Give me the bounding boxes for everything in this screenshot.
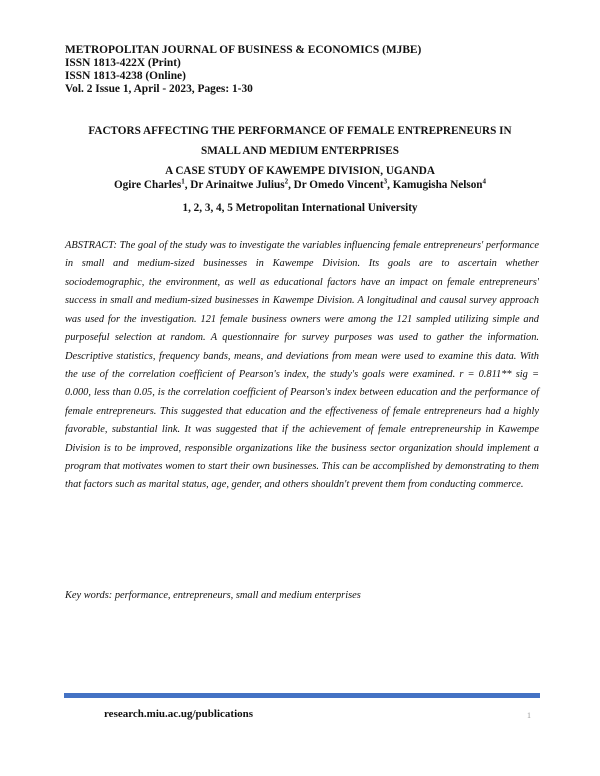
abstract-line: was suggested that if the achievement of female entrepreneurship in Kawempe Division is to be: [65, 424, 539, 454]
author-affiliation-mark: 3: [383, 177, 388, 186]
author-separator: ,: [288, 179, 294, 191]
abstract-line: Descriptive statistics, frequency bands, means, and deviations from mean were used to examine: [65, 350, 474, 362]
abstract-line: this data. With the use of the correlation coefficient of Pearson's index, the study's goals were: [65, 350, 539, 380]
abstract-line: ABSTRACT: The goal of the study was to investigate the variables influencing female: [65, 240, 421, 251]
abstract-text: [65, 237, 539, 495]
author-name: Dr Omedo Vincent: [293, 179, 384, 191]
abstract-line: demonstrating to them that factors such as marital status, age, gender, and others shouldn't: [65, 461, 539, 491]
footer-url: research.miu.ac.ug/publications: [104, 708, 254, 720]
author-affiliation-mark: 1: [181, 177, 185, 186]
author-name: Ogire Charles: [113, 179, 182, 191]
abstract-line: prevent them from conducting commerce.: [351, 479, 524, 491]
abstract-line: improved, responsible organizations like the business sector organization should implement a: [139, 442, 540, 454]
abstract-line: education and the effectiveness of female entrepreneurs had a highly favorable, substantial link. It: [65, 405, 539, 436]
author-name: Kamugisha Nelson: [392, 179, 483, 191]
author-name: Dr Arinaitwe Julius: [190, 179, 285, 191]
issn-print: ISSN 1813-422X (Print): [65, 57, 181, 69]
affiliation: 1, 2, 3, 4, 5 Metropolitan International University: [182, 202, 418, 214]
title-line-1: FACTORS AFFECTING THE PERFORMANCE OF FEMALE ENTREPRENEURS IN: [88, 125, 512, 137]
author: [190, 179, 293, 191]
journal-header: [65, 44, 545, 96]
abstract-line: examined. r = 0.811** sig = 0.000, less than 0.05, is the correlation coefficient of Pearson's: [65, 368, 539, 399]
abstract-line: index between education and the performance of female entrepreneurs. This suggested that: [65, 387, 539, 417]
author-separator: ,: [184, 179, 191, 191]
abstract-line: entrepreneurs' performance in small and medium-sized businesses in Kawempe Division. Its: [65, 240, 539, 270]
title-line-2: SMALL AND MEDIUM ENTERPRISES: [201, 145, 399, 157]
volume-info: Vol. 2 Issue 1, April - 2023, Pages: 1-30: [65, 83, 253, 95]
journal-name: METROPOLITAN JOURNAL OF BUSINESS & ECONOMICS (MJBE): [65, 44, 422, 56]
abstract-line: goals are to ascertain whether sociodemographic, the environment, as well as educational factors: [65, 258, 539, 288]
paper-subtitle: A CASE STUDY OF KAWEMPE DIVISION, UGANDA: [165, 165, 435, 177]
author: [393, 179, 486, 191]
footer-divider: [64, 693, 540, 698]
author-affiliation-mark: 4: [482, 177, 487, 186]
abstract-line: Kawempe Division. A longitudinal and causal survey approach was used for the investigation.: [65, 295, 539, 325]
issn-online: ISSN 1813-4238 (Online): [65, 70, 186, 82]
author-affiliation-mark: 2: [284, 177, 289, 186]
paper-title: [40, 121, 560, 181]
abstract-line: 121 female business owners were among the 121 sampled utilizing simple and purposeful: [65, 313, 539, 344]
abstract-line: selection at random. A questionnaire for survey purposes was used to gather the information.: [114, 332, 539, 344]
page-number: 1: [527, 711, 531, 720]
author: [114, 179, 190, 191]
author: [294, 179, 393, 191]
author-list: [40, 179, 560, 191]
abstract-line: program that motivates women to start their own businesses. This can be accomplished by: [65, 461, 443, 473]
abstract-line: have an impact on female entrepreneurs' success in small and medium-sized businesses in: [65, 276, 539, 307]
author-separator: ,: [387, 179, 393, 191]
keywords: Key words: performance, entrepreneurs, small and medium enterprises: [65, 590, 361, 601]
abstract: [65, 237, 539, 495]
